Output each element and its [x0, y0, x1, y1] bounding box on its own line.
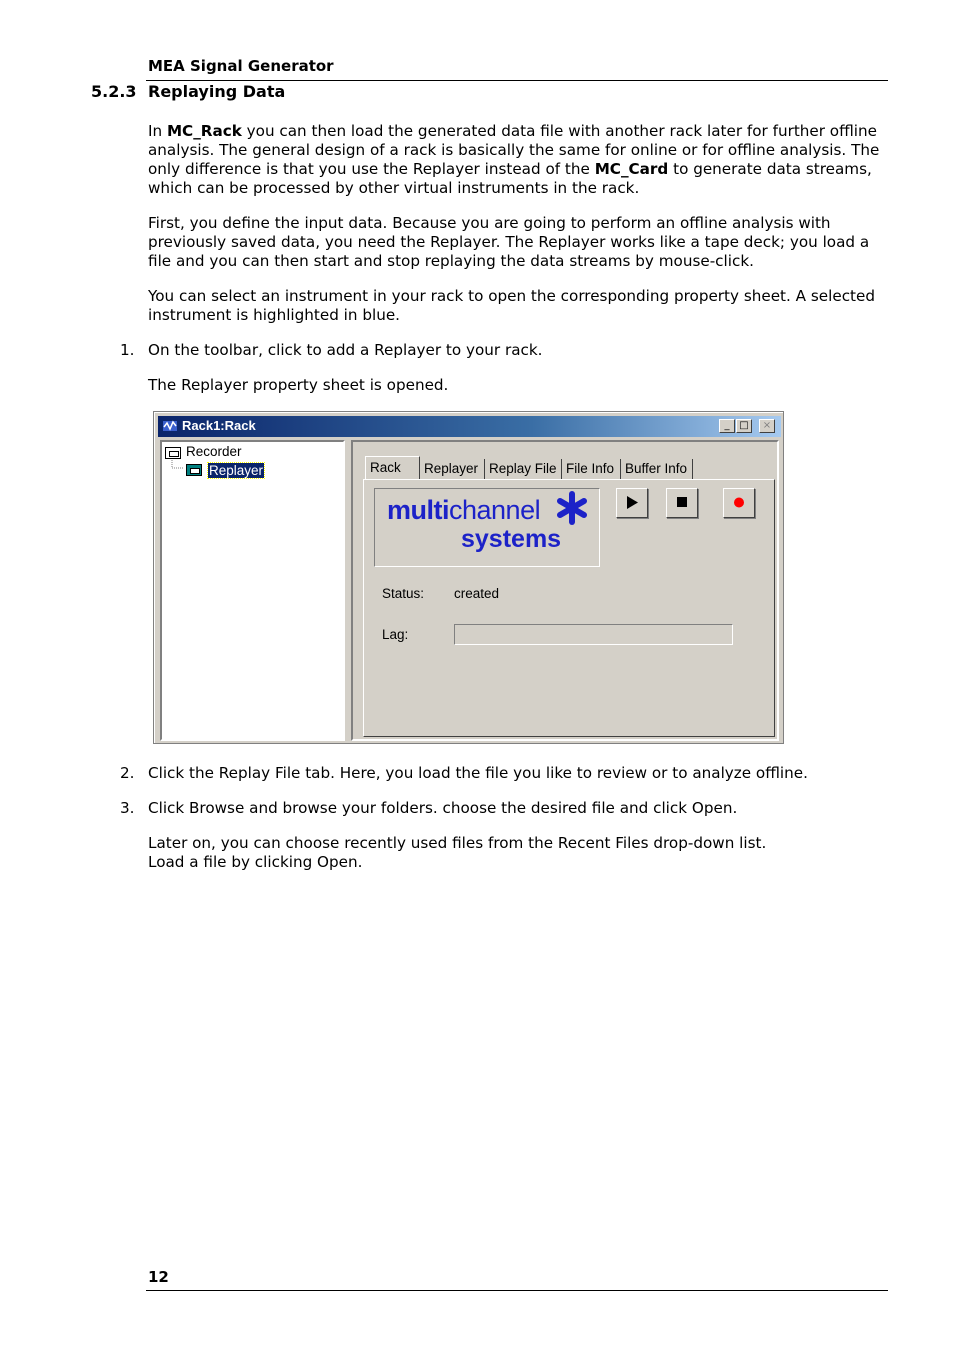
logo-asterisk-icon [555, 491, 589, 525]
property-sheet [351, 440, 779, 741]
minimize-button[interactable]: _ [719, 419, 735, 433]
tab-buffer-info[interactable]: Buffer Info [621, 459, 693, 479]
tab-file-info[interactable]: File Info [562, 459, 621, 479]
window-titlebar[interactable] [158, 416, 781, 437]
status-label: Status: [382, 586, 425, 601]
play-icon [617, 489, 647, 517]
step-number: 2. [120, 764, 135, 782]
paragraph-select-instrument: You can select an instrument in your rack to open the corresponding property sheet. A selected instrument is highlighted in blue. [148, 287, 875, 324]
close-button[interactable]: × [759, 419, 775, 433]
recorder-icon [165, 447, 181, 459]
header-rule [146, 80, 888, 81]
step-text: Click Browse and browse your folders. choose the desired file and click Open. [148, 799, 738, 817]
page-number: 12 [148, 1268, 169, 1286]
footer-rule [146, 1290, 888, 1291]
status-value: created [454, 586, 500, 601]
replayer-icon [186, 464, 202, 476]
tree-item-replayer[interactable]: Replayer [209, 463, 264, 478]
running-header: MEA Signal Generator [148, 57, 334, 75]
step-note-line1: Later on, you can choose recently used files from the Recent Files drop-down list. [148, 834, 767, 852]
section-number: 5.2.3 [91, 82, 137, 101]
step-note-line2: Load a file by clicking Open. [148, 853, 363, 871]
tree-connector [171, 460, 185, 472]
rack-window [153, 411, 784, 744]
step-note: The Replayer property sheet is opened. [148, 376, 449, 394]
record-icon [724, 489, 754, 517]
rack-app-icon [162, 418, 178, 434]
logo-line1: multichannel [387, 495, 541, 525]
step-text: On the toolbar, click to add a Replayer to your rack. [148, 341, 543, 359]
paragraph-input-data: First, you define the input data. Because you are going to perform an offline analysis with previously saved data, you need the Replayer. The Replayer works like a tape deck; you load a file and you can then start and stop replaying the data streams by mouse-click. [148, 214, 870, 270]
paragraph-intro: In MC_Rack you can then load the generated data file with another rack later for further offline analysis. The general design of a rack is basically the same for online or for offline analysis. The only difference is that you use the Replayer instead of the MC_Card to generate data streams, which can be processed by other virtual instruments in the rack. [148, 122, 880, 197]
logo-line2: systems [461, 525, 562, 553]
multichannel-systems-logo [374, 488, 600, 567]
play-button[interactable] [616, 488, 648, 518]
tree-item-recorder[interactable]: Recorder [186, 444, 242, 459]
record-button[interactable] [723, 488, 755, 518]
stop-button[interactable] [666, 488, 698, 518]
maximize-button[interactable]: □ [736, 419, 752, 433]
lag-label: Lag: [382, 627, 409, 642]
step-number: 1. [120, 341, 135, 359]
lag-progress-bar [454, 624, 733, 645]
section-title: Replaying Data [148, 82, 286, 101]
rack-tree[interactable] [160, 440, 345, 741]
stop-icon [667, 489, 697, 517]
tab-rack[interactable]: Rack [365, 456, 420, 480]
tab-replay-file[interactable]: Replay File [485, 459, 562, 479]
step-text: Click the Replay File tab. Here, you load the file you like to review or to analyze offline. [148, 764, 808, 782]
tab-replayer[interactable]: Replayer [420, 459, 485, 479]
rack-tab-panel [363, 479, 775, 737]
window-title: Rack1:Rack [182, 418, 256, 433]
step-number: 3. [120, 799, 135, 817]
